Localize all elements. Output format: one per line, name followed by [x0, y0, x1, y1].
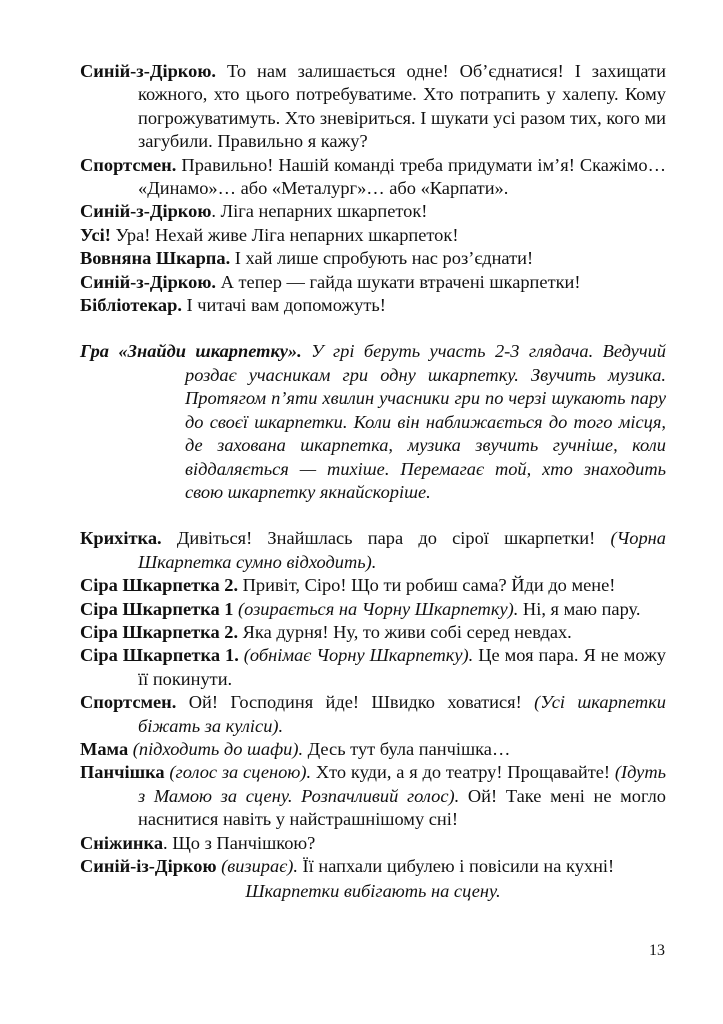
stage-direction: (визирає).	[216, 856, 298, 876]
dialogue-line	[80, 644, 666, 691]
line-text: Дивіться! Знайшлась пара до сірої шкарпетки!	[161, 528, 611, 549]
speaker-name: Спортсмен.	[80, 154, 177, 175]
dialogue-line	[80, 224, 666, 247]
dialogue-line	[80, 200, 666, 223]
speaker-name: Усі!	[80, 224, 111, 245]
game-title: Гра «Знайди шкарпетку».	[80, 341, 302, 362]
line-text: Правильно! Нашій команді треба придумати ім’я! Скажімо… «Динамо»… або «Металург»… або «Карпати».	[138, 154, 666, 199]
line-text: Її напхали цибулею і повісили на кухні!	[297, 856, 615, 876]
dialogue-line	[80, 294, 666, 317]
line-text: Це моя пара. Я не можу її покинути.	[138, 645, 666, 689]
dialogue-line	[80, 247, 666, 270]
speaker-name: Синій-з-Діркою.	[80, 61, 217, 81]
line-text: . Ліга непарних шкарпеток!	[211, 201, 428, 222]
speaker-name: Сніжинка	[80, 832, 164, 853]
speaker-name: Бібліотекар.	[80, 295, 182, 316]
stage-direction: (Усі шкарпетки біжать за куліси).	[138, 692, 666, 736]
stage-direction: (озирається на Чорну Шкарпетку).	[233, 598, 519, 619]
line-text: Хто куди, а я до театру! Прощавайте!	[311, 762, 615, 783]
dialogue-line	[80, 738, 666, 761]
page-number: 13	[649, 942, 665, 959]
dialogue-line	[80, 527, 666, 574]
closing-stage-direction: Шкарпетки вибігають на сцену.	[245, 881, 501, 902]
game-description	[80, 340, 666, 504]
dialogue-line	[80, 598, 666, 621]
speaker-name: Сіра Шкарпетка 1.	[80, 645, 239, 666]
speaker-name: Синій-з-Діркою.	[80, 271, 217, 292]
line-text: А тепер — гайда шукати втрачені шкарпетки!	[216, 271, 581, 292]
dialogue-line	[80, 154, 666, 201]
stage-direction: (підходить до шафи).	[128, 738, 304, 759]
dialogue-line	[80, 691, 666, 738]
stage-direction: (обнімає Чорну Шкарпетку).	[238, 645, 474, 666]
document-body	[80, 60, 666, 904]
line-text: То нам залишається одне! Об’єднатися! І захищати кожного, хто цього потребуватиме. Хто потрапить у халепу. Кому погрожуватимуть. Хто зневіриться. І шукати усі разом тих, кого ми загубили. Правильно я кажу?	[138, 61, 666, 152]
game-text: У грі беруть участь 2-3 глядача. Ведучий роздає учасникам гри одну шкарпетку. Звучить музика. Протягом п’яти хвилин учасники гри по черзі шукають пару до своєї шкарпетки. Коли він наближається до того місця, де захована шкарпетка, музика звучить гучніше, коли віддаляється — тихіше. Перемагає той, хто знаходить свою шкарпетку якнайскоріше.	[185, 341, 666, 502]
speaker-name: Крихітка.	[80, 528, 162, 549]
line-text: І читачі вам допоможуть!	[181, 295, 386, 316]
line-text: І хай лише спробують нас роз’єднати!	[230, 248, 534, 269]
dialogue-line	[80, 621, 666, 644]
dialogue-line	[80, 832, 666, 855]
line-text: Ой! Таке мені не могло наснитися навіть у найстрашнішому сні!	[138, 785, 666, 830]
speaker-name: Мама	[80, 738, 129, 759]
stage-direction: (Ідуть з Мамою за сцену. Розпачливий голос).	[138, 762, 666, 806]
speaker-name: Сіра Шкарпетка 1	[80, 598, 234, 619]
speaker-name: Сіра Шкарпетка 2.	[80, 621, 239, 642]
dialogue-line	[80, 855, 666, 878]
line-text: Ой! Господиня йде! Швидко ховатися!	[176, 692, 535, 713]
speaker-name: Вовняна Шкарпа.	[80, 248, 231, 269]
stage-direction: (Чорна Шкарпетка сумно відходить).	[138, 528, 666, 572]
speaker-name: Панчішка	[80, 762, 165, 783]
line-text: Яка дурня! Ну, то живи собі серед невдах.	[238, 621, 572, 642]
line-text: . Що з Панчішкою?	[163, 832, 316, 853]
dialogue-line	[80, 574, 666, 597]
line-text: Десь тут була панчішка…	[303, 738, 511, 759]
dialogue-line	[80, 271, 666, 294]
line-text: Ні, я маю пару.	[518, 598, 641, 619]
line-text: Ура! Нехай живе Ліга непарних шкарпеток!	[110, 224, 459, 245]
stage-direction: (голос за сценою).	[164, 762, 312, 783]
line-text: Привіт, Сіро! Що ти робиш сама? Йди до мене!	[238, 575, 616, 596]
dialogue-line	[80, 761, 666, 831]
speaker-name: Синій-з-Діркою	[80, 201, 212, 222]
speaker-name: Синій-із-Діркою	[80, 856, 217, 876]
dialogue-line	[80, 60, 666, 154]
speaker-name: Спортсмен.	[80, 692, 177, 713]
speaker-name: Сіра Шкарпетка 2.	[80, 575, 239, 596]
